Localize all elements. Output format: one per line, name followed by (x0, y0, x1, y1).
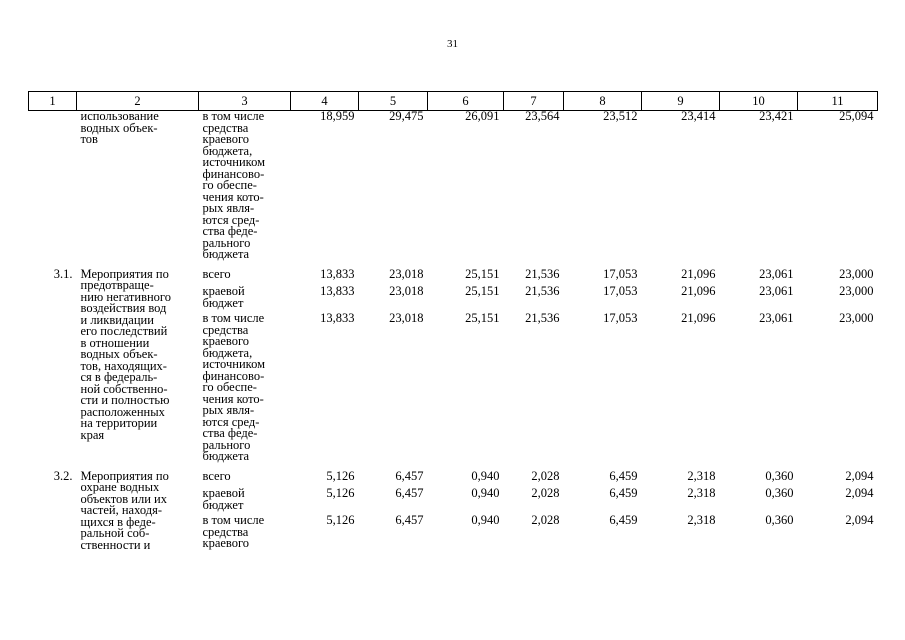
value-cell: 13,833 (320, 311, 355, 325)
value-cell: 5,126 (326, 468, 355, 483)
value-cell: 25,151 (465, 311, 500, 325)
value-cell: 2,094 (845, 486, 874, 500)
value-cell: 0,360 (765, 513, 794, 527)
value-cell: 6,457 (395, 468, 424, 483)
value-cell: 17,053 (603, 284, 638, 298)
funding-source-line: го обеспе- (202, 178, 257, 192)
funding-source-line: рых явля- (202, 403, 255, 417)
section-name (77, 111, 199, 263)
funding-source-line: краевого (202, 334, 250, 348)
section-name-line: расположенных (80, 404, 165, 419)
table-row (29, 269, 878, 287)
value-cell: 2,028 (531, 513, 560, 527)
value-cell: 6,459 (609, 486, 638, 500)
value-cell: 2,318 (687, 513, 716, 527)
value-cell: 17,053 (603, 266, 638, 281)
funding-source-line: бюджет (202, 497, 244, 512)
section-number (29, 111, 77, 263)
funding-source-line: ются сред- (202, 212, 260, 227)
funding-source-line: всего (202, 468, 231, 483)
value-cell: 5,126 (326, 486, 355, 500)
column-header: 5 (359, 92, 428, 111)
funding-source (199, 515, 291, 552)
value-cell: 21,536 (525, 266, 560, 281)
budget-table (28, 91, 878, 552)
section-name-line: использование (80, 109, 159, 123)
section-name-line: Мероприятия по (80, 266, 169, 281)
column-header: 9 (642, 92, 720, 111)
value-cell: 23,018 (389, 266, 424, 281)
value-cell: 2,028 (531, 468, 560, 483)
value-cell: 18,959 (320, 109, 355, 123)
value-cell: 23,512 (603, 109, 638, 123)
funding-source-line: рального (202, 235, 251, 250)
column-header: 1 (29, 92, 77, 111)
value-cell: 23,414 (681, 109, 716, 123)
funding-source-line: всего (202, 266, 231, 281)
value-cell: 0,360 (765, 486, 794, 500)
funding-source-line: бюджета, (202, 143, 253, 158)
funding-source-line: бюджет (202, 295, 244, 310)
value-cell: 21,096 (681, 266, 716, 281)
section-name-line: края (80, 427, 105, 442)
section-name-line: Мероприятия по (80, 468, 169, 483)
funding-source-line: средства (202, 120, 249, 135)
value-cell: 0,940 (471, 468, 500, 483)
section-name-line: его последствий (80, 324, 168, 338)
section-number: 3.1. (53, 266, 73, 281)
funding-source-line: чения кото- (202, 189, 264, 204)
funding-source-line: финансово- (202, 166, 265, 181)
value-cell: 23,000 (839, 311, 874, 325)
funding-source-line: рального (202, 437, 251, 452)
column-header: 10 (720, 92, 798, 111)
funding-source-line: краевой (202, 486, 245, 500)
value-cell: 2,318 (687, 468, 716, 483)
funding-source-line: бюджета (202, 449, 250, 463)
funding-source (199, 286, 291, 313)
funding-source-line: источником (202, 155, 265, 169)
funding-source-line: краевого (202, 132, 250, 146)
funding-source-line: средства (202, 524, 249, 539)
value-cell: 23,000 (839, 284, 874, 298)
value-cell: 21,096 (681, 284, 716, 298)
section-name-line: в отношении (80, 335, 150, 350)
value-cell: 21,096 (681, 311, 716, 325)
value-cell: 23,018 (389, 311, 424, 325)
funding-source-line: бюджета (202, 247, 250, 261)
funding-source-line: ства феде- (202, 426, 258, 440)
funding-source-line: го обеспе- (202, 380, 257, 394)
value-cell: 23,018 (389, 284, 424, 298)
value-cell: 6,457 (395, 486, 424, 500)
funding-source-line: в том числе (202, 513, 265, 527)
value-cell: 25,151 (465, 266, 500, 281)
funding-source-line: ются сред- (202, 414, 260, 429)
section-name-line: ственности и (80, 537, 151, 552)
column-header: 11 (798, 92, 878, 111)
funding-source-line: ства феде- (202, 224, 258, 238)
value-cell: 23,061 (759, 311, 794, 325)
section-name-line: воздействия вод (80, 301, 167, 315)
section-name-line: нию негативного (80, 289, 171, 304)
value-cell: 2,094 (845, 513, 874, 527)
value-cell: 2,028 (531, 486, 560, 500)
value-cell: 2,094 (845, 468, 874, 483)
funding-source-line: в том числе (202, 311, 265, 325)
section-name-line: предотвраще- (80, 278, 154, 292)
column-header: 7 (504, 92, 564, 111)
section-name-line: водных объек- (80, 347, 158, 361)
section-name (77, 266, 199, 465)
value-cell: 23,421 (759, 109, 794, 123)
header-row (29, 92, 878, 111)
section-name-line: щихся в феде- (80, 514, 156, 529)
section-name-line: и ликвидации (80, 312, 154, 327)
section-name-line: ся в федераль- (80, 370, 158, 384)
value-cell: 23,000 (839, 266, 874, 281)
funding-source-line: в том числе (202, 109, 265, 123)
value-cell: 25,094 (839, 109, 874, 123)
section-name-line: ной собственно- (80, 381, 168, 396)
value-cell: 23,061 (759, 284, 794, 298)
section-name-line: водных объек- (80, 120, 158, 135)
table-body (29, 111, 878, 552)
column-header: 8 (564, 92, 642, 111)
section-name-line: охране водных (80, 480, 160, 494)
value-cell: 6,459 (609, 468, 638, 483)
value-cell: 17,053 (603, 311, 638, 325)
value-cell: 6,457 (395, 513, 424, 527)
page-number: 31 (447, 38, 458, 50)
value-cell: 0,940 (471, 513, 500, 527)
column-header: 3 (199, 92, 291, 111)
value-cell: 25,151 (465, 284, 500, 298)
value-cell: 0,940 (471, 486, 500, 500)
funding-source-line: рых явля- (202, 201, 255, 215)
value-cell: 26,091 (465, 109, 500, 123)
funding-source-line: источником (202, 357, 265, 371)
value-cell: 29,475 (389, 109, 424, 123)
value-cell: 23,061 (759, 266, 794, 281)
table-row (29, 111, 878, 263)
section-name-line: ральной соб- (80, 526, 150, 540)
value-cell: 13,833 (320, 266, 355, 281)
column-header: 2 (77, 92, 199, 111)
funding-source-line: краевого (202, 536, 250, 550)
value-cell: 0,360 (765, 468, 794, 483)
section-name-line: сти и полностью (80, 393, 170, 407)
funding-source (199, 313, 291, 465)
value-cell: 23,564 (525, 109, 560, 123)
section-name-line: на территории (80, 416, 158, 430)
funding-source-line: средства (202, 322, 249, 337)
section-name (77, 468, 199, 552)
table-row (29, 471, 878, 489)
funding-source (199, 488, 291, 515)
funding-source-line: краевой (202, 284, 245, 298)
value-cell: 2,318 (687, 486, 716, 500)
funding-source (199, 111, 291, 263)
column-header: 6 (428, 92, 504, 111)
funding-source-line: финансово- (202, 368, 265, 383)
section-name-line: тов (80, 132, 98, 146)
funding-source-line: чения кото- (202, 391, 264, 406)
section-name-line: тов, находящих- (80, 358, 167, 373)
value-cell: 13,833 (320, 284, 355, 298)
section-name-line: объектов или их (80, 491, 167, 506)
section-name-line: частей, находя- (80, 503, 163, 517)
column-header: 4 (291, 92, 359, 111)
value-cell: 21,536 (525, 284, 560, 298)
value-cell: 6,459 (609, 513, 638, 527)
value-cell: 21,536 (525, 311, 560, 325)
value-cell: 5,126 (326, 513, 355, 527)
funding-source-line: бюджета, (202, 345, 253, 360)
section-number: 3.2. (53, 468, 73, 483)
